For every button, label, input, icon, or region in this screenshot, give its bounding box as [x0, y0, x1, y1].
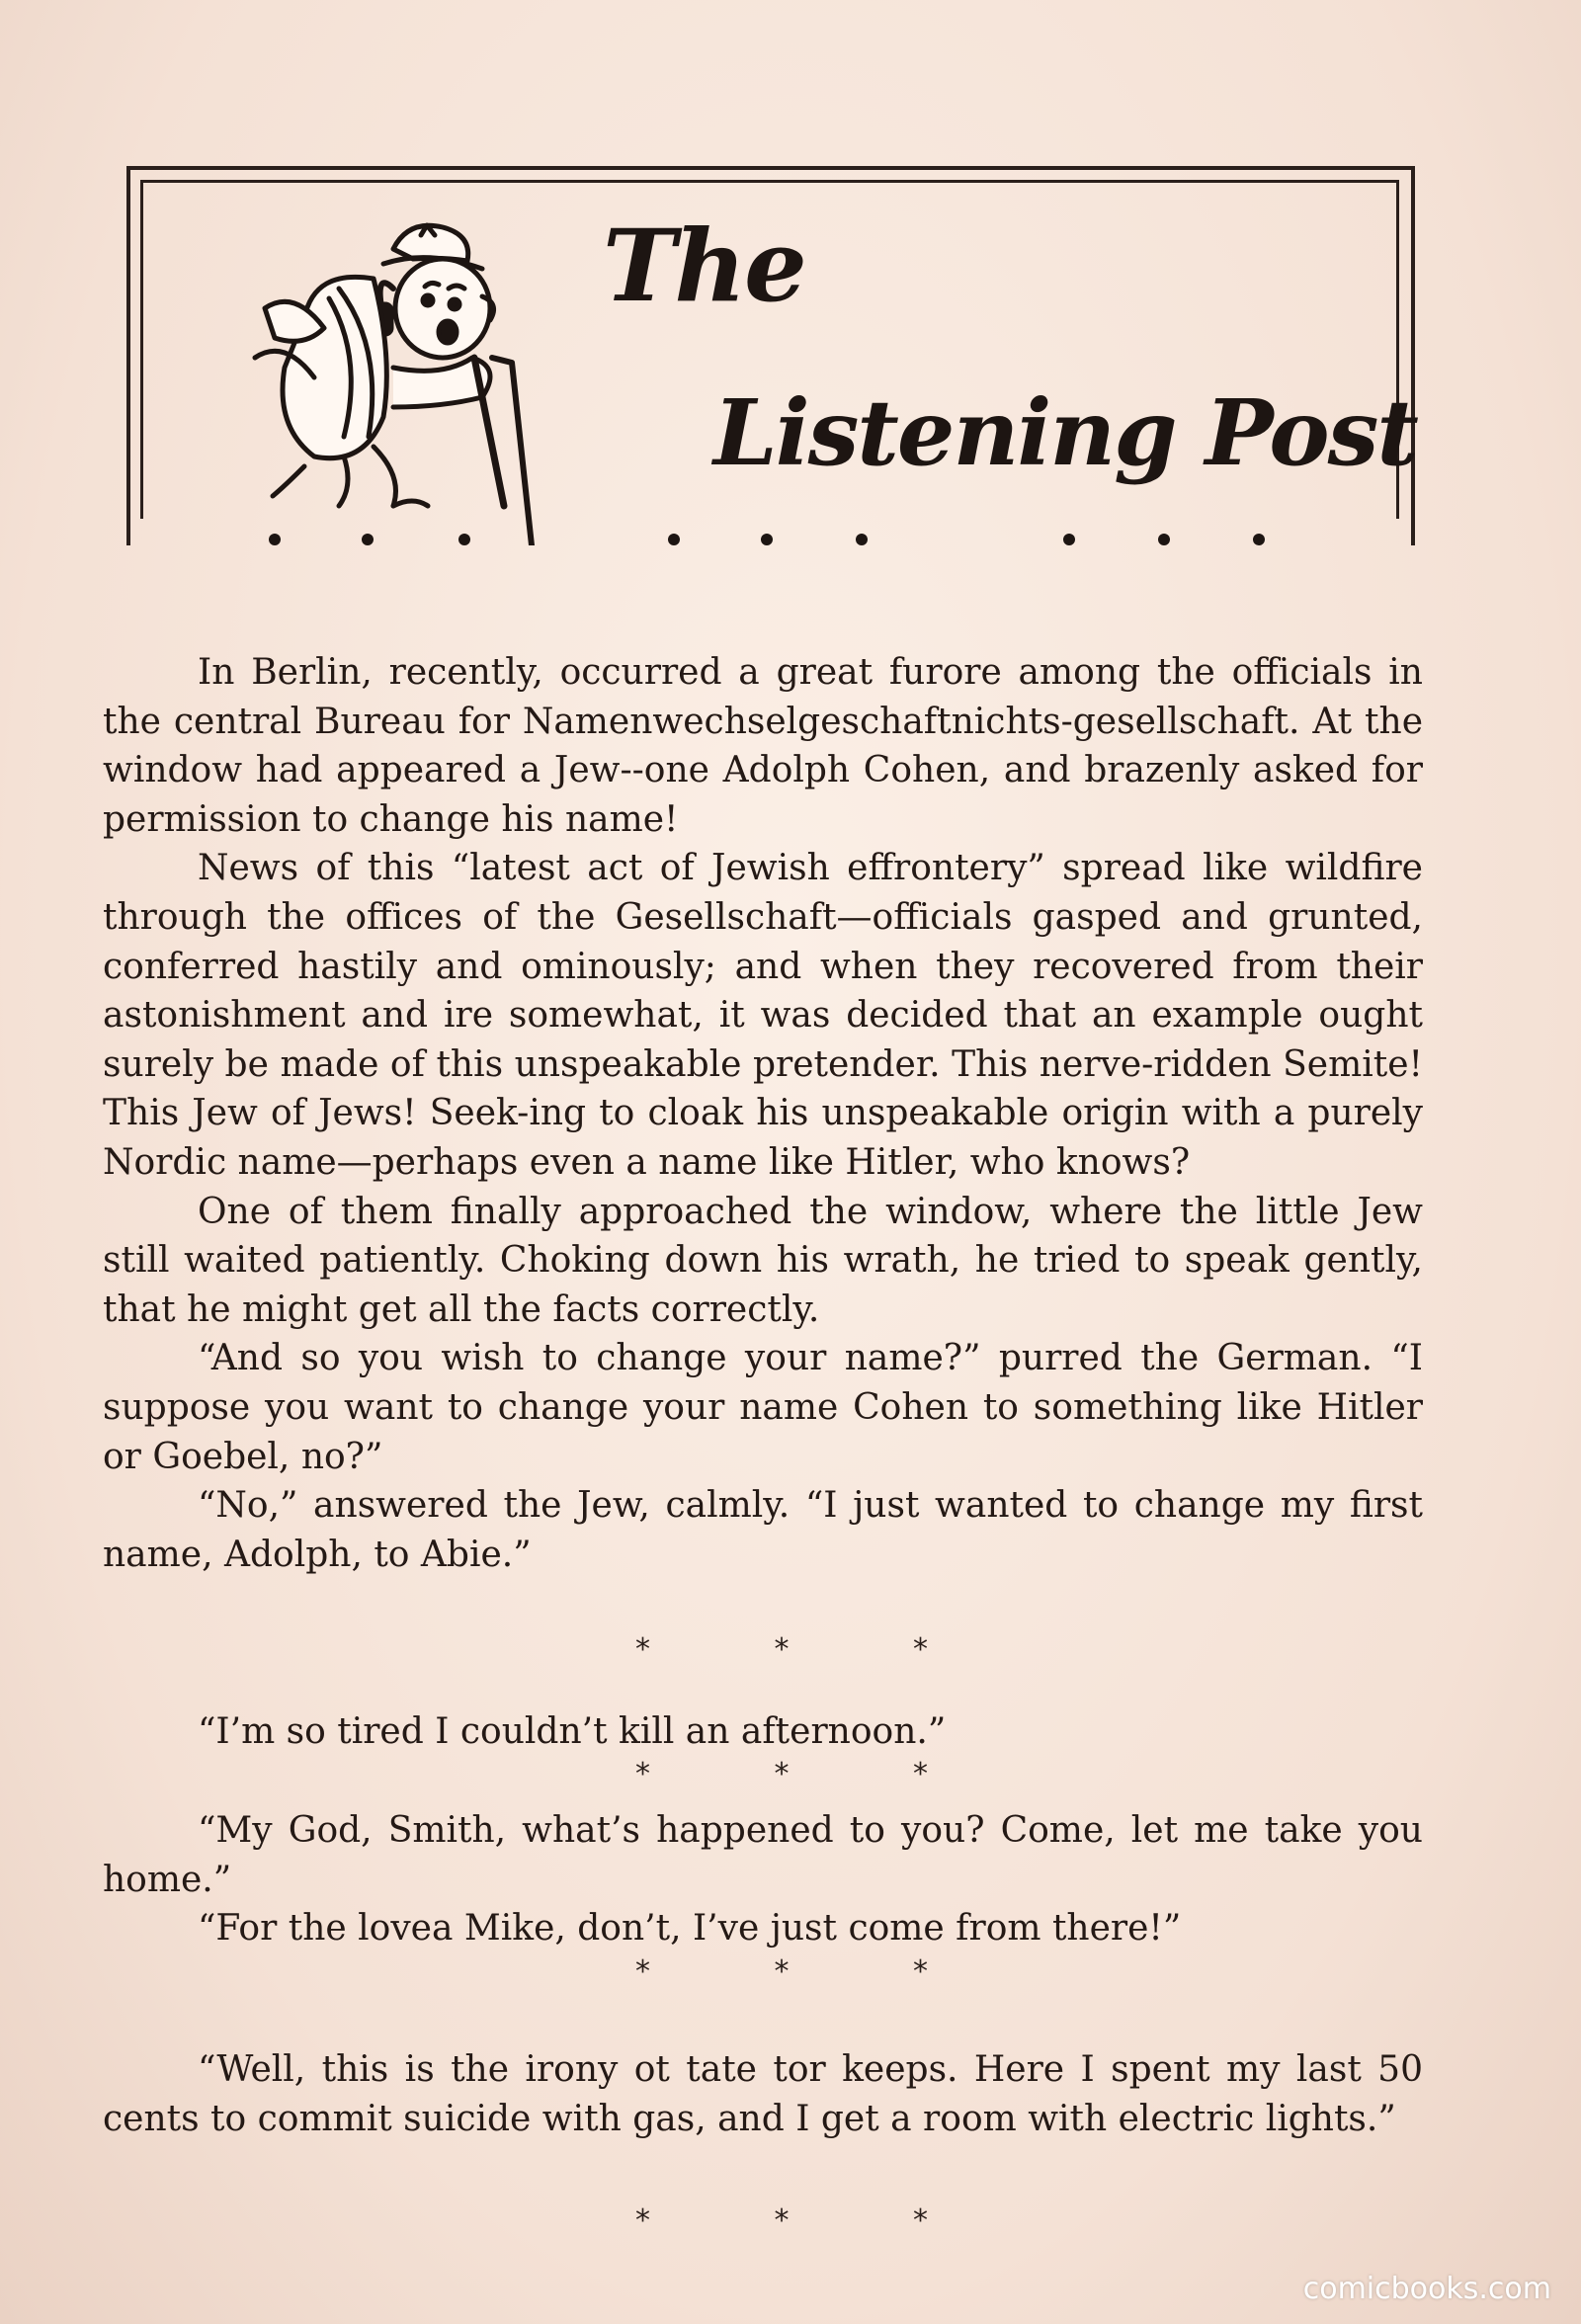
- decorative-dot: [1158, 534, 1170, 545]
- joke-paragraph: “I’m so tired I couldn’t kill an afternoon.”: [198, 1711, 947, 1752]
- story-text: [103, 648, 1423, 1579]
- decorative-dot: [362, 534, 374, 545]
- separator-stars: * * *: [634, 1757, 986, 1791]
- decorative-dot: [1253, 534, 1265, 545]
- separator-stars: * * *: [634, 2203, 986, 2238]
- title-line-2: Listening Post: [713, 379, 1417, 486]
- header-dot-row: [0, 534, 1581, 563]
- story-paragraph: “And so you wish to change your name?” purred the German. “I suppose you want to change your name Cohen to something like Hitler or Goebel, no?”: [103, 1338, 1423, 1477]
- joke-1-text: [103, 1707, 1423, 1757]
- decorative-dot: [761, 534, 773, 545]
- separator-stars: * * *: [634, 1632, 986, 1667]
- story-paragraph: News of this “latest act of Jewish effrontery” spread like wildfire through the offices of the Gesellschaft—officials gasped and grunted, conferred hastily and ominously; and when they recovered from their astonishment and ire somewhat, it was decided that an example ought surely be made of this unspeakable pretender. This nerve-ridden Semite! This Jew of Jews! Seek-ing to cloak his unspeakable origin with a purely Nordic name—perhaps even a name like Hitler, who knows?: [103, 848, 1423, 1183]
- joke-2-text: [103, 1806, 1423, 1953]
- site-watermark: comicbooks.com: [1302, 2272, 1551, 2306]
- title-line-1: The: [603, 208, 805, 324]
- decorative-dot: [856, 534, 868, 545]
- decorative-dot: [269, 534, 281, 545]
- soldier-listening-icon: [245, 209, 551, 545]
- joke-paragraph: “Well, this is the irony ot tate tor keeps. Here I spent my last 50 cents to commit suicide with gas, and I get a room with electric lights.”: [103, 2049, 1423, 2139]
- joke-3-text: [103, 2045, 1423, 2143]
- separator-stars: * * *: [634, 1954, 986, 1989]
- decorative-dot: [1063, 534, 1075, 545]
- story-paragraph: In Berlin, recently, occurred a great furore among the officials in the central Bureau for Namenwechselgeschaftnichts-gesellschaft. At the window had appeared a Jew--one Adolph Cohen, and brazenly asked for permission to change his name!: [103, 652, 1423, 840]
- decorative-dot: [458, 534, 470, 545]
- story-paragraph: “No,” answered the Jew, calmly. “I just wanted to change my first name, Adolph, to Abie.”: [103, 1485, 1423, 1575]
- joke-paragraph: “For the lovea Mike, don’t, I’ve just come from there!”: [198, 1908, 1182, 1950]
- story-paragraph: One of them finally approached the window, where the little Jew still waited patiently. Choking down his wrath, he tried to speak gently, that he might get all the facts correctly.: [103, 1191, 1423, 1330]
- decorative-dot: [668, 534, 680, 545]
- joke-paragraph: “My God, Smith, what’s happened to you? Come, let me take you home.”: [103, 1810, 1423, 1900]
